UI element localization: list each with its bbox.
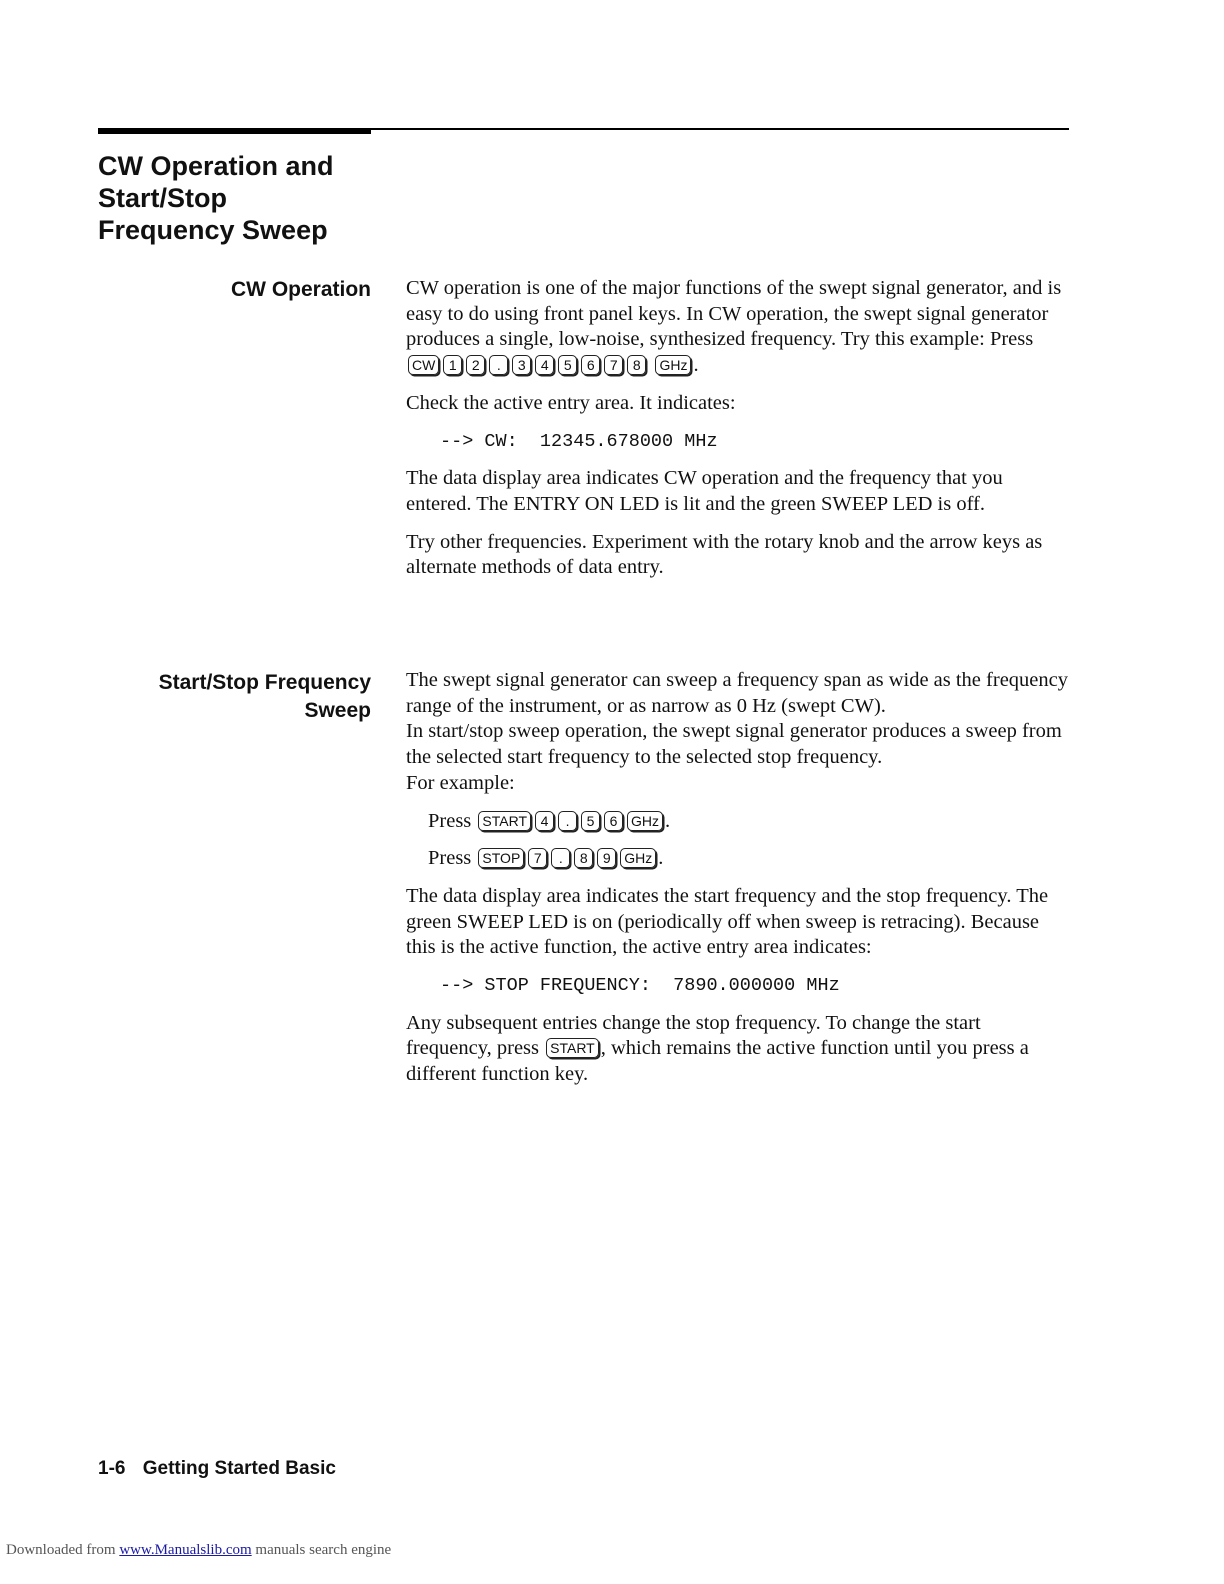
chapter-title-line: Frequency Sweep [98, 215, 328, 245]
digit-9-key: 9 [597, 848, 616, 868]
page-footer [98, 1458, 336, 1480]
digit-6-key: 6 [581, 355, 600, 375]
cw-operation-body [406, 276, 1071, 593]
start-key: START [478, 811, 531, 831]
manualslib-link[interactable]: www.Manualslib.com [119, 1542, 252, 1558]
digit-7-key: 7 [604, 355, 623, 375]
decimal-key: . [489, 355, 508, 375]
digit-8-key: 8 [627, 355, 646, 375]
sweep-span-paragraph: The swept signal generator can sweep a frequency span as wide as the frequency range of the instrument, or as narrow as 0 Hz (swept CW). [406, 669, 1068, 717]
decimal-key: . [551, 848, 570, 868]
cw-intro-paragraph: CW operation is one of the major functions of the swept signal generator, and is easy to do using front panel keys. In CW operation, the swept signal generator produces a single, low-noise, synthesized frequency. Try this example: Press CW 1 2 . 3 4 5 6 7 8 GHz . [406, 277, 1062, 377]
cw-readout: --> CW: 12345.678000 MHz [440, 430, 718, 452]
stop-press-line: Press STOP 7 . 8 9 GHz . [428, 847, 664, 870]
ghz-key: GHz [655, 355, 691, 375]
digit-2-key: 2 [466, 355, 485, 375]
start-stop-display-paragraph: The data display area indicates the start frequency and the stop frequency. The green SWEEP LED is on (periodically off when sweep is retracing). Because this is the active function, the active entry area indicates: [406, 884, 1049, 959]
footer-title: Getting Started Basic [142, 1458, 336, 1479]
digit-3-key: 3 [512, 355, 531, 375]
page-number: 1-6 [98, 1458, 126, 1479]
digit-4-key: 4 [535, 355, 554, 375]
header-rule-thick [98, 128, 371, 134]
digit-1-key: 1 [443, 355, 462, 375]
chapter-title [98, 150, 398, 246]
start-key: START [546, 1038, 599, 1058]
try-other-paragraph: Try other frequencies. Experiment with the rotary knob and the arrow keys as alternate methods of data entry. [406, 530, 1043, 579]
digit-7-key: 7 [528, 848, 547, 868]
for-example-text: For example: [406, 771, 515, 794]
decimal-key: . [558, 811, 577, 831]
ghz-key: GHz [627, 811, 663, 831]
stop-readout: --> STOP FREQUENCY: 7890.000000 MHz [440, 975, 840, 997]
download-notice: Downloaded from www.Manualslib.com manuals search engine [6, 1542, 392, 1558]
digit-6-key: 6 [604, 811, 623, 831]
digit-4-key: 4 [535, 811, 554, 831]
start-press-line: Press START 4 . 5 6 GHz . [428, 809, 671, 832]
header-rule-thin [371, 128, 1069, 130]
start-stop-heading: Start/Stop Frequency Sweep [158, 671, 371, 722]
chapter-title-line: CW Operation and [98, 151, 334, 181]
display-paragraph: The data display area indicates CW operation and the frequency that you entered. The ENTRY ON LED is lit and the green SWEEP LED is off. [406, 467, 1003, 515]
check-paragraph: Check the active entry area. It indicates: [406, 391, 736, 414]
start-stop-body [406, 668, 1071, 1100]
digit-5-key: 5 [558, 355, 577, 375]
digit-8-key: 8 [574, 848, 593, 868]
cw-key: CW [408, 355, 439, 375]
subsequent-entries-paragraph: Any subsequent entries change the stop frequency. To change the start frequency, press START , which remains the active function until you press a different function key. [406, 1011, 1029, 1086]
chapter-title-line: Start/Stop [98, 183, 228, 213]
sweep-operation-paragraph: In start/stop sweep operation, the swept signal generator produces a sweep from the selected start frequency to the selected stop frequency. [406, 720, 1062, 769]
ghz-key: GHz [620, 848, 656, 868]
cw-operation-heading: CW Operation [231, 278, 371, 301]
digit-5-key: 5 [581, 811, 600, 831]
stop-key: STOP [478, 848, 524, 868]
